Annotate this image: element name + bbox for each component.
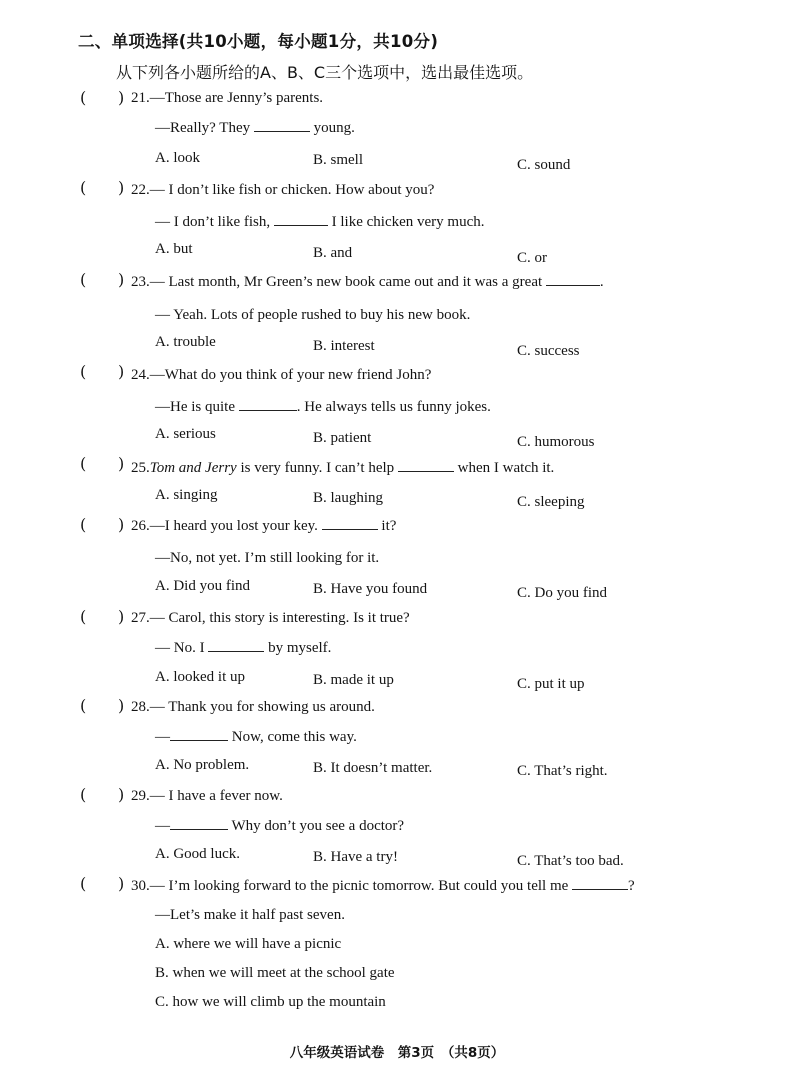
question-number: 30. (131, 878, 150, 894)
option-a: A. but (155, 241, 193, 257)
question-line (131, 518, 396, 535)
option-c: C. That’s right. (517, 763, 608, 779)
question-number: 27. (131, 610, 150, 626)
question-text-end: it? (381, 518, 397, 534)
question-text: — Thank you for showing us around. (149, 699, 375, 715)
question-number: 23. (131, 274, 150, 290)
answer-paren-open: ( (80, 696, 87, 715)
question-text: — I have a fever now. (149, 788, 283, 804)
option-a: A. look (155, 150, 200, 166)
answer-paren-close: ) (118, 454, 125, 473)
response-line: —Let’s make it half past seven. (155, 907, 345, 923)
question-text: —Those are Jenny’s parents. (149, 90, 324, 106)
question-number: 26. (131, 518, 150, 534)
answer-paren-open: ( (80, 515, 87, 534)
question-text-end: when I watch it. (457, 460, 555, 476)
question-line (131, 274, 604, 291)
response-text: — (155, 818, 170, 834)
answer-paren-open: ( (80, 362, 87, 381)
answer-paren-close: ) (118, 607, 125, 626)
question-number: 24. (131, 367, 150, 383)
option-b: B. when we will meet at the school gate (155, 965, 395, 981)
option-b: B. Have a try! (313, 849, 398, 865)
option-a: A. singing (155, 487, 218, 503)
question-line (131, 367, 431, 384)
response-text: —He is quite (155, 399, 235, 415)
option-a: A. looked it up (155, 669, 245, 685)
response-text-end: Why don’t you see a doctor? (231, 818, 405, 834)
question-text: — Last month, Mr Green’s new book came out and it was a great (149, 274, 543, 290)
response-line (155, 120, 355, 137)
question-text: is very funny. I can’t help (236, 460, 395, 476)
response-text-end: I like chicken very much. (331, 214, 485, 230)
answer-paren-open: ( (80, 270, 87, 289)
question-text: — I’m looking forward to the picnic tomorrow. But could you tell me (149, 878, 569, 894)
answer-paren-close: ) (118, 696, 125, 715)
response-text: —Really? They (155, 120, 251, 136)
option-c: C. That’s too bad. (517, 853, 624, 869)
section-instruction: 从下列各小题所给的A、B、C三个选项中，选出最佳选项。 (116, 63, 534, 82)
option-a: A. Good luck. (155, 846, 240, 862)
section-title: 二、单项选择(共10小题，每小题1分，共10分) (78, 32, 439, 51)
option-c: C. how we will climb up the mountain (155, 994, 386, 1010)
response-line: —No, not yet. I’m still looking for it. (155, 550, 380, 566)
answer-blank (398, 470, 454, 472)
page-footer: 八年级英语试卷 第3页 （共8页） (289, 1045, 505, 1061)
answer-blank (208, 650, 264, 652)
answer-paren-open: ( (80, 178, 87, 197)
answer-paren-close: ) (118, 178, 125, 197)
response-text: — No. I (155, 640, 205, 656)
question-number: 21. (131, 90, 150, 106)
answer-paren-close: ) (118, 874, 125, 893)
response-line (155, 818, 404, 835)
question-text-end: ? (628, 878, 635, 894)
question-number: 29. (131, 788, 150, 804)
answer-paren-open: ( (80, 454, 87, 473)
question-text: — I don’t like fish or chicken. How about you? (149, 182, 435, 198)
response-text: — I don’t like fish, (155, 214, 271, 230)
option-a: A. trouble (155, 334, 216, 350)
option-b: B. made it up (313, 672, 394, 688)
answer-paren-close: ) (118, 785, 125, 804)
answer-blank (254, 130, 310, 132)
response-text-end: Now, come this way. (231, 729, 357, 745)
question-number: 22. (131, 182, 150, 198)
answer-paren-open: ( (80, 88, 87, 107)
option-c: C. Do you find (517, 585, 607, 601)
answer-paren-close: ) (118, 88, 125, 107)
title-italic: Tom and Jerry (149, 460, 237, 476)
question-line (131, 610, 410, 627)
question-number: 25. (131, 460, 150, 476)
option-c: C. sleeping (517, 494, 585, 510)
answer-paren-close: ) (118, 515, 125, 534)
question-text: —What do you think of your new friend John? (149, 367, 432, 383)
option-c: C. sound (517, 157, 571, 173)
option-b: B. smell (313, 152, 364, 168)
option-b: B. laughing (313, 490, 383, 506)
response-line (155, 399, 491, 416)
option-b: B. and (313, 245, 353, 261)
question-line (131, 699, 375, 716)
question-text-end: . (599, 274, 604, 290)
option-b: B. patient (313, 430, 372, 446)
question-text: — Carol, this story is interesting. Is it true? (149, 610, 410, 626)
question-line (131, 460, 554, 477)
option-b: B. interest (313, 338, 375, 354)
answer-paren-open: ( (80, 607, 87, 626)
option-c: C. success (517, 343, 580, 359)
answer-paren-open: ( (80, 874, 87, 893)
answer-blank (170, 828, 228, 830)
option-a: A. where we will have a picnic (155, 936, 342, 952)
answer-paren-open: ( (80, 785, 87, 804)
response-line (155, 729, 357, 746)
answer-blank (170, 739, 228, 741)
answer-paren-close: ) (118, 270, 125, 289)
response-text-end: . He always tells us funny jokes. (296, 399, 491, 415)
question-line (131, 878, 635, 895)
response-line (155, 640, 331, 657)
option-c: C. put it up (517, 676, 585, 692)
question-text: —I heard you lost your key. (149, 518, 318, 534)
response-line (155, 214, 485, 231)
answer-blank (322, 528, 378, 530)
option-a: A. serious (155, 426, 216, 442)
option-a: A. Did you find (155, 578, 250, 594)
response-text-end: by myself. (268, 640, 332, 656)
option-b: B. Have you found (313, 581, 428, 597)
answer-blank (572, 888, 628, 890)
response-line: — Yeah. Lots of people rushed to buy his new book. (155, 307, 471, 323)
question-line (131, 182, 434, 199)
response-text: — (155, 729, 170, 745)
answer-blank (274, 224, 328, 226)
option-c: C. or (517, 250, 547, 266)
response-text-end: young. (313, 120, 355, 136)
answer-blank (546, 284, 600, 286)
question-line (131, 90, 323, 107)
question-number: 28. (131, 699, 150, 715)
answer-blank (239, 409, 297, 411)
option-a: A. No problem. (155, 757, 250, 773)
answer-paren-close: ) (118, 362, 125, 381)
option-c: C. humorous (517, 434, 595, 450)
question-line (131, 788, 283, 805)
option-b: B. It doesn’t matter. (313, 760, 433, 776)
